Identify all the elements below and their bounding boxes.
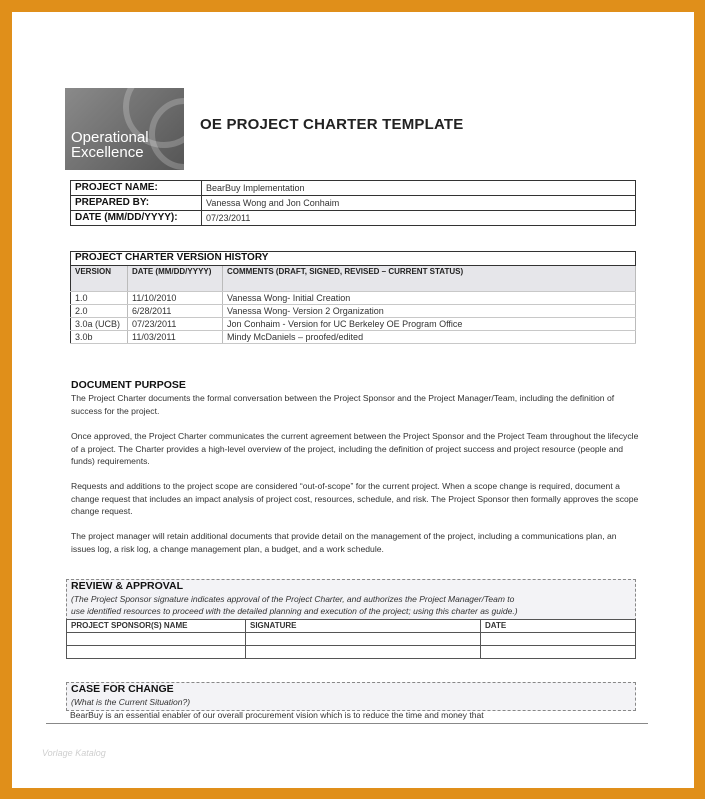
signature-cell[interactable]: [246, 646, 481, 659]
project-name-label: PROJECT NAME:: [71, 181, 202, 196]
comment-cell: Mindy McDaniels – proofed/edited: [223, 331, 636, 344]
table-row: [71, 318, 636, 331]
version-cell: 2.0: [71, 305, 128, 318]
sponsor-name-cell[interactable]: [67, 646, 246, 659]
case-for-change-text: BearBuy is an essential enabler of our overall procurement vision which is to reduce the time and money that: [70, 710, 484, 720]
comment-cell: Jon Conhaim - Version for UC Berkeley OE Program Office: [223, 318, 636, 331]
logo-line-2: Excellence: [71, 144, 144, 161]
review-approval-box: [66, 579, 636, 621]
table-row: [67, 646, 636, 659]
version-cell: 3.0b: [71, 331, 128, 344]
prepared-by-label: PREPARED BY:: [71, 196, 202, 211]
review-approval-note-2: use identified resources to proceed with the detailed planning and execution of the project; using this charter as guide.): [71, 606, 518, 616]
table-header-row: [67, 620, 636, 633]
table-row: [71, 196, 636, 211]
table-row: [71, 181, 636, 196]
table-header-row: [71, 266, 636, 292]
case-for-change-box: [66, 682, 636, 711]
project-info-table: [70, 180, 636, 226]
date-cell[interactable]: [481, 646, 636, 659]
watermark: Vorlage Katalog: [42, 748, 106, 758]
document-purpose-heading: DOCUMENT PURPOSE: [71, 379, 186, 391]
project-name-value: BearBuy Implementation: [202, 181, 636, 196]
sponsor-name-cell[interactable]: [67, 633, 246, 646]
table-row: [71, 211, 636, 226]
table-caption-row: [71, 252, 636, 266]
table-row: [67, 633, 636, 646]
column-header-version: VERSION: [71, 266, 128, 292]
divider: [46, 723, 648, 724]
table-row: [71, 292, 636, 305]
case-for-change-subheading: (What is the Current Situation?): [71, 697, 191, 707]
column-header-date: DATE: [481, 620, 636, 633]
logo-line-1: Operational: [71, 129, 149, 146]
document-page: [12, 12, 694, 788]
purpose-paragraph-2: Once approved, the Project Charter communicates the current agreement between the Project Sponsor and the Project Team throughout the lifecycle of a project. The Charter provides a high-level overview of the project, including the definition of project success and project resource (people and funds) requirements.: [71, 431, 639, 467]
review-approval-note-1: (The Project Sponsor signature indicates approval of the Project Charter, and authorizes the Project Manager/Team to: [71, 594, 515, 604]
column-header-comments: COMMENTS (DRAFT, SIGNED, REVISED – CURRENT STATUS): [223, 266, 636, 292]
date-cell: 6/28/2011: [128, 305, 223, 318]
version-cell: 3.0a (UCB): [71, 318, 128, 331]
table-row: [71, 331, 636, 344]
prepared-by-value: Vanessa Wong and Jon Conhaim: [202, 196, 636, 211]
version-history-title: PROJECT CHARTER VERSION HISTORY: [71, 252, 636, 266]
date-cell: 11/10/2010: [128, 292, 223, 305]
purpose-paragraph-4: The project manager will retain additional documents that provide detail on the management of the project, including a communications plan, an issues log, a risk log, a change management plan, a budget, and a work schedule.: [71, 531, 617, 554]
review-approval-heading: REVIEW & APPROVAL: [71, 580, 184, 592]
column-header-signature: SIGNATURE: [246, 620, 481, 633]
date-cell[interactable]: [481, 633, 636, 646]
table-row: [71, 305, 636, 318]
date-label: DATE (MM/DD/YYYY):: [71, 211, 202, 226]
approval-table: [66, 619, 636, 659]
date-cell: 11/03/2011: [128, 331, 223, 344]
date-value: 07/23/2011: [202, 211, 636, 226]
comment-cell: Vanessa Wong- Initial Creation: [223, 292, 636, 305]
version-history-table: [70, 251, 636, 344]
comment-cell: Vanessa Wong- Version 2 Organization: [223, 305, 636, 318]
column-header-sponsor: PROJECT SPONSOR(S) NAME: [67, 620, 246, 633]
purpose-paragraph-1: The Project Charter documents the formal conversation between the Project Sponsor and the Project Manager/Team, including the definition of success for the project.: [71, 393, 615, 416]
column-header-date: DATE (MM/DD/YYYY): [128, 266, 223, 292]
version-cell: 1.0: [71, 292, 128, 305]
document-title: OE PROJECT CHARTER TEMPLATE: [200, 116, 464, 133]
date-cell: 07/23/2011: [128, 318, 223, 331]
purpose-paragraph-3: Requests and additions to the project scope are considered “out-of-scope” for the current project. When a scope change is required, document a change request that includes an impact analysis of project cost, resources, schedule, and risk. The Project Sponsor then formally approves the scope change request.: [71, 481, 639, 517]
operational-excellence-logo: [65, 88, 184, 170]
signature-cell[interactable]: [246, 633, 481, 646]
case-for-change-heading: CASE FOR CHANGE: [71, 683, 174, 695]
